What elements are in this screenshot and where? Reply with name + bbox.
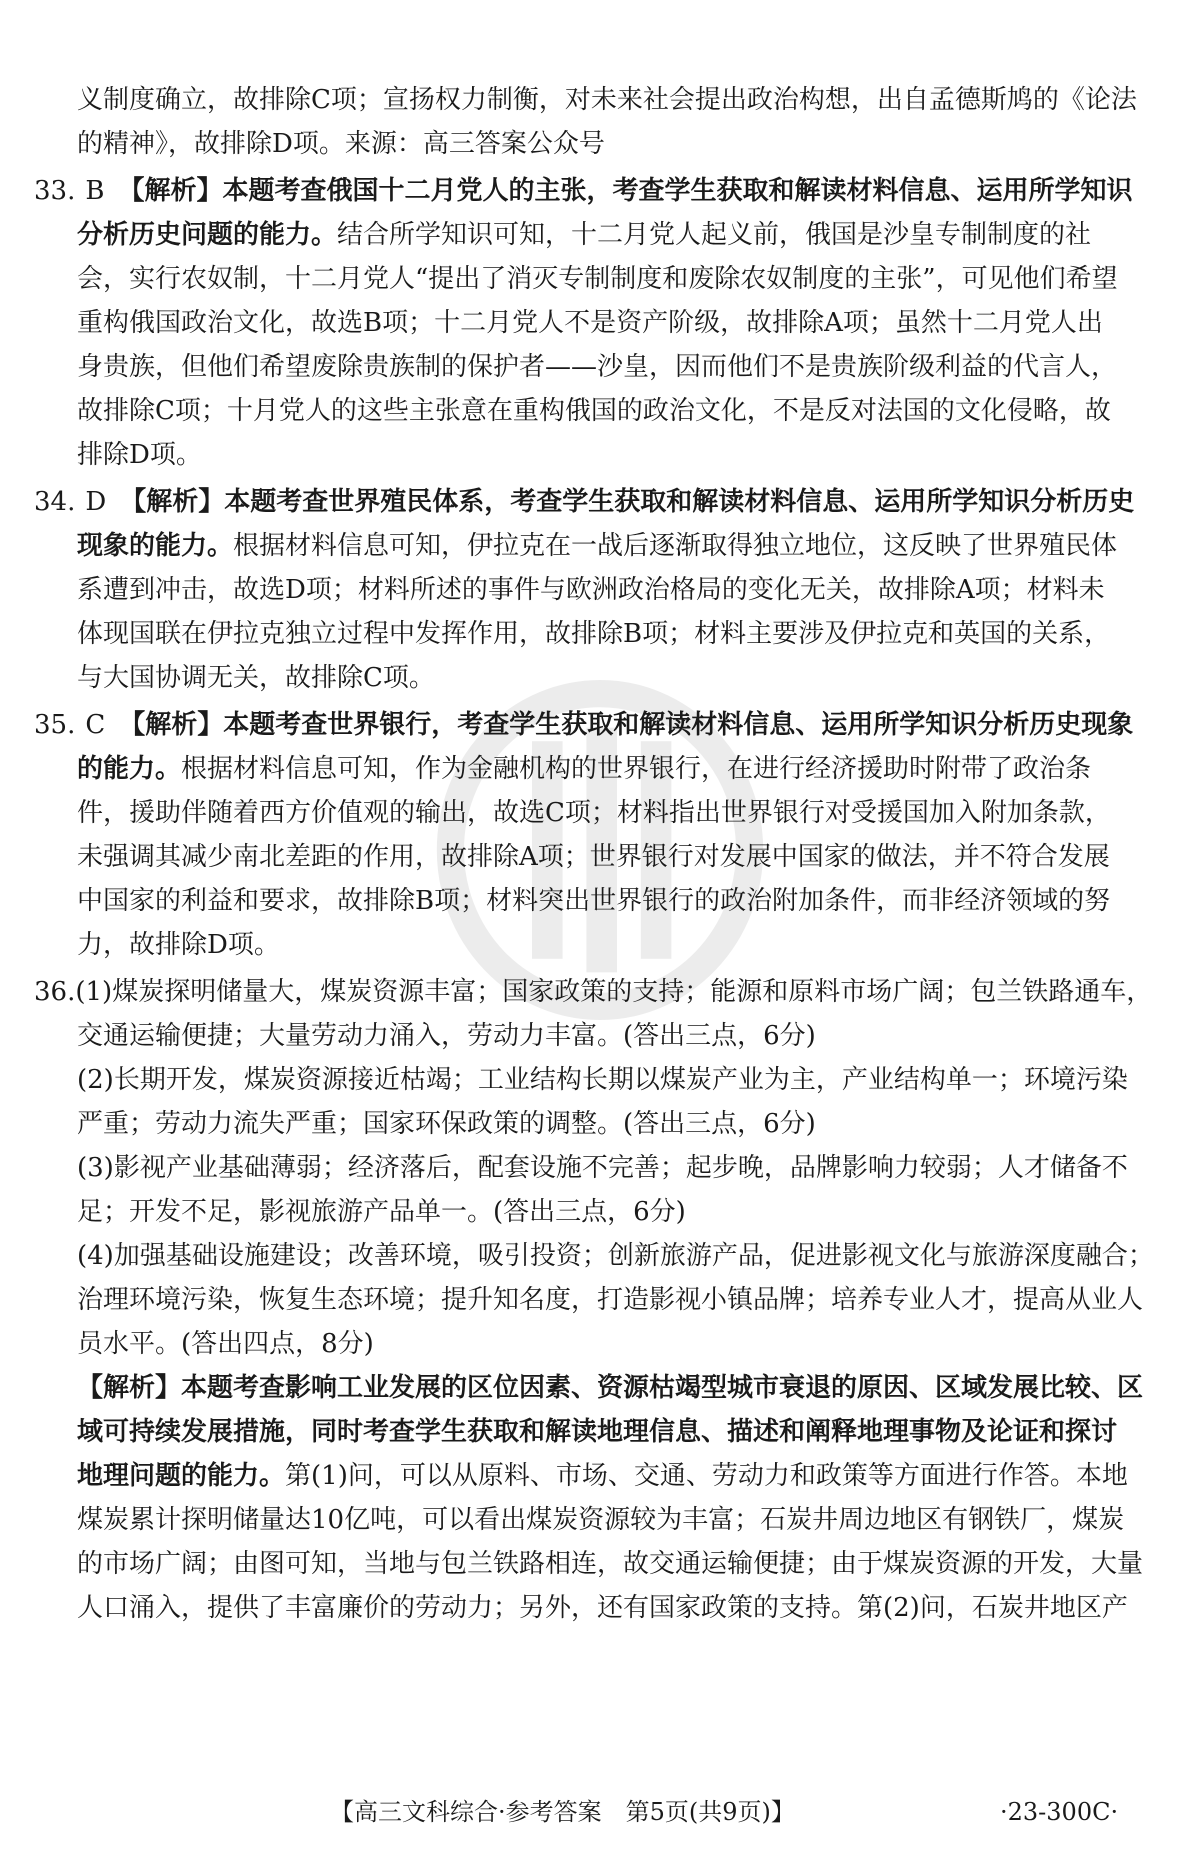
part-1-line: (1)煤炭探明储量大，煤炭资源丰富；国家政策的支持；能源和原料市场广阔；包兰铁路通车， (75, 977, 1153, 1007)
text-line: 体现国联在伊拉克独立过程中发挥作用，故排除B项；材料主要涉及伊拉克和英国的关系， (77, 619, 1111, 649)
text-line: 义制度确立，故排除C项；宣扬权力制衡，对未来社会提出政治构想，出自孟德斯鸠的《论法 (77, 85, 1137, 115)
analysis-text: 根据材料信息可知，作为金融机构的世界银行，在进行经济援助时附带了政治条 (181, 754, 1092, 784)
answer-page (34, 78, 1164, 1630)
part-4-line: 员水平。(答出四点，8分) (77, 1329, 374, 1359)
part-3-line: (3)影视产业基础薄弱；经济落后，配套设施不完善；起步晚，品牌影响力较弱；人才储备不 (77, 1153, 1128, 1183)
analysis-heading: 【解析】本题考查世界银行，考查学生获取和解读材料信息、运用所学知识分析历史现象 (119, 710, 1134, 740)
analysis-text: 根据材料信息可知，伊拉克在一战后逐渐取得独立地位，这反映了世界殖民体 (233, 531, 1118, 561)
part-4-line: (4)加强基础设施建设；改善环境，吸引投资；创新旅游产品，促进影视文化与旅游深度融合； (77, 1241, 1154, 1271)
text-line: 重构俄国政治文化，故选B项；十二月党人不是资产阶级，故排除A项；虽然十二月党人出 (77, 308, 1103, 338)
analysis-heading: 分析历史问题的能力。 (77, 220, 338, 250)
part-2-line: (2)长期开发，煤炭资源接近枯竭；工业结构长期以煤炭产业为主，产业结构单一；环境污染 (77, 1065, 1128, 1095)
text-line: 的精神》，故排除D项。来源：高三答案公众号 (77, 129, 605, 159)
part-4-line: 治理环境污染，恢复生态环境；提升知名度，打造影视小镇品牌；培养专业人才，提高从业人 (77, 1285, 1144, 1315)
question-36 (34, 970, 1164, 1630)
text-line: 力，故排除D项。 (77, 930, 280, 960)
question-35 (34, 703, 1164, 967)
analysis-heading: 现象的能力。 (77, 531, 234, 561)
text-line: 人口涌入，提供了丰富廉价的劳动力；另外，还有国家政策的支持。第(2)问，石炭井地区产 (77, 1593, 1128, 1623)
text-line: 未强调其减少南北差距的作用，故排除A项；世界银行对发展中国家的做法，并不符合发展 (77, 842, 1110, 872)
question-number: 33. (34, 176, 76, 206)
question-33 (34, 169, 1164, 477)
text-line: 煤炭累计探明储量达10亿吨，可以看出煤炭资源较为丰富；石炭井周边地区有钢铁厂，煤炭 (77, 1505, 1125, 1535)
answer-letter: D (85, 487, 107, 517)
continuation-block (34, 78, 1164, 166)
analysis-text: 结合所学知识可知，十二月党人起义前，俄国是沙皇专制制度的社 (337, 220, 1092, 250)
text-line: 故排除C项；十月党人的这些主张意在重构俄国的政治文化，不是反对法国的文化侵略，故 (77, 396, 1111, 426)
text-line: 的市场广阔；由图可知，当地与包兰铁路相连，故交通运输便捷；由于煤炭资源的开发，大量 (77, 1549, 1144, 1579)
analysis-heading: 【解析】本题考查世界殖民体系，考查学生获取和解读材料信息、运用所学知识分析历史 (120, 487, 1135, 517)
answer-letter: B (85, 176, 105, 206)
text-line: 中国家的利益和要求，故排除B项；材料突出世界银行的政治附加条件，而非经济领域的努 (77, 886, 1111, 916)
analysis-text: 第(1)问，可以从原料、市场、交通、劳动力和政策等方面进行作答。本地 (285, 1461, 1128, 1491)
analysis-heading: 【解析】本题考查影响工业发展的区位因素、资源枯竭型城市衰退的原因、区域发展比较、区 (77, 1373, 1144, 1403)
footer-page-info: 【高三文科综合·参考答案 第5页(共9页)】 (330, 1798, 795, 1826)
question-number: 35. (34, 710, 76, 740)
question-number: 36. (34, 977, 76, 1007)
text-line: 会，实行农奴制，十二月党人“提出了消灭专制制度和废除农奴制度的主张”，可见他们希望 (77, 264, 1118, 294)
text-line: 系遭到冲击，故选D项；材料所述的事件与欧洲政治格局的变化无关，故排除A项；材料未 (77, 575, 1105, 605)
analysis-heading: 【解析】本题考查俄国十二月党人的主张，考查学生获取和解读材料信息、运用所学知识 (118, 176, 1133, 206)
analysis-heading: 域可持续发展措施，同时考查学生获取和解读地理信息、描述和阐释地理事物及论证和探讨 (77, 1417, 1118, 1447)
analysis-heading: 地理问题的能力。 (77, 1461, 286, 1491)
question-number: 34. (34, 487, 76, 517)
text-line: 身贵族，但他们希望废除贵族制的保护者——沙皇，因而他们不是贵族阶级利益的代言人， (77, 352, 1118, 382)
part-3-line: 足；开发不足，影视旅游产品单一。(答出三点，6分) (77, 1197, 686, 1227)
analysis-heading: 的能力。 (77, 754, 182, 784)
part-2-line: 严重；劳动力流失严重；国家环保政策的调整。(答出三点，6分) (77, 1109, 816, 1139)
text-line: 件，援助伴随着西方价值观的输出，故选C项；材料指出世界银行对受援国加入附加条款， (77, 798, 1111, 828)
answer-letter: C (85, 710, 106, 740)
footer-code: ·23-300C· (1000, 1798, 1119, 1826)
question-34 (34, 480, 1164, 700)
text-line: 与大国协调无关，故排除C项。 (77, 663, 435, 693)
part-1-line: 交通运输便捷；大量劳动力涌入，劳动力丰富。(答出三点，6分) (77, 1021, 816, 1051)
text-line: 排除D项。 (77, 440, 202, 470)
